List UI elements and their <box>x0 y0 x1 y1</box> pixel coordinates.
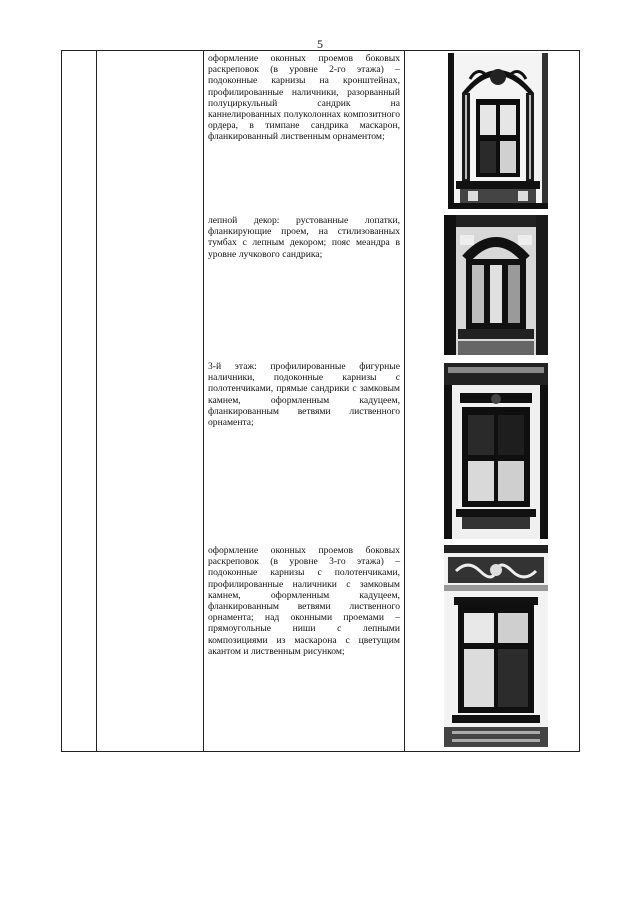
description-text: оформление оконных проемов боковых раскреповок (в уровне 2-го этажа) – подоконные карнизы на кронштейнах, профилированные наличники, разорванный полуциркульный сандрик на каннелированных полуколоннах композитного ордера, в тимпане сандрика маскарон, фланкированный лиственным орнаментом; <box>208 53 400 143</box>
column-index <box>62 51 97 752</box>
column-object <box>97 51 204 752</box>
window-photo-lepnina <box>444 215 548 355</box>
column-description <box>204 51 405 752</box>
description-text: лепной декор: рустованные лопатки, фланкирующие проем, на стилизованных тумбах с лепным декором; пояс меандра в уровне лучкового сандрика; <box>208 215 400 260</box>
window-photo-3rd-floor <box>444 363 548 539</box>
window-photo-2nd-floor <box>448 53 548 209</box>
column-photos <box>405 51 580 752</box>
page-number: 5 <box>317 37 323 51</box>
description-text: оформление оконных проемов боковых раскреповок (в уровне 3-го этажа) – подоконные карнизы с полотенчиками, профилированные наличники с замковым камнем, оформленным кадуцеем, фланкированным ветвями лиственного орнамента; над оконными проемами – прямоугольные ниши с лепными композициями из маскарона с цветущим акантом и лиственным рисунком; <box>208 545 400 657</box>
document-table <box>61 50 580 752</box>
window-photo-3rd-floor-side <box>444 545 548 747</box>
description-text: 3-й этаж: профилированные фигурные наличники, подоконные карнизы с полотенчиками, прямые сандрики с замковым камнем, оформленным кадуцеем, фланкированным ветвями лиственного орнамента; <box>208 361 400 429</box>
table-row <box>62 51 580 752</box>
